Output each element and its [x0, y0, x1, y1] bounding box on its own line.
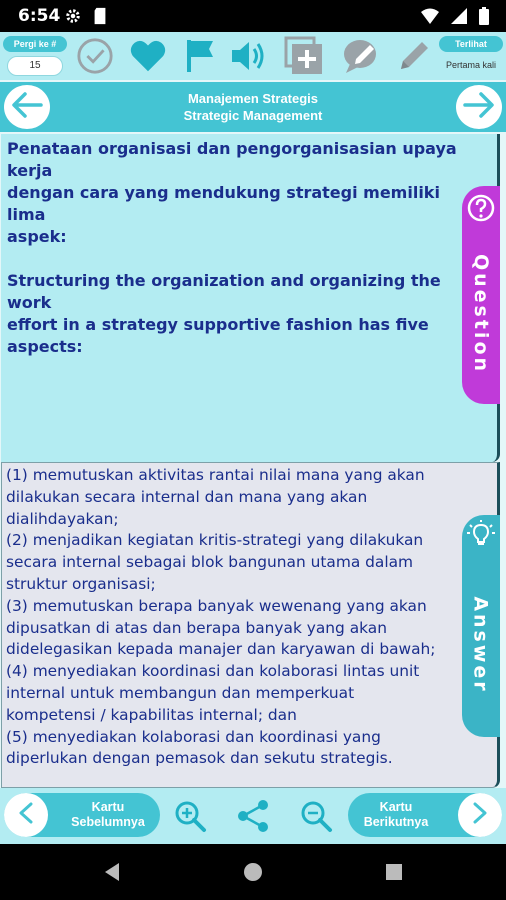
answer-tab[interactable]	[462, 515, 500, 737]
answer-tab-label: Answer	[470, 596, 493, 694]
pencil-icon[interactable]	[394, 36, 434, 76]
seen-label: Terlihat	[439, 36, 503, 52]
wifi-icon	[420, 7, 440, 30]
chevron-right-icon	[472, 802, 488, 829]
heart-icon[interactable]	[128, 36, 168, 76]
next-card-label: Kartu Berikutnya	[363, 800, 429, 829]
next-card-button[interactable]	[348, 793, 502, 837]
zoom-in-icon[interactable]	[170, 796, 210, 836]
zoom-out-icon[interactable]	[296, 796, 336, 836]
app-container	[0, 32, 506, 844]
speaker-icon[interactable]	[228, 36, 268, 76]
arrow-left-icon	[11, 91, 43, 124]
page-title	[60, 90, 446, 124]
next-circle	[458, 793, 502, 837]
chevron-left-icon	[18, 802, 34, 829]
seen-value: Pertama kali	[445, 60, 497, 70]
arrow-right-icon	[463, 91, 495, 124]
top-toolbar	[0, 32, 506, 80]
prev-card-button[interactable]	[4, 793, 160, 837]
flag-icon[interactable]	[180, 36, 220, 76]
system-nav-bar	[0, 844, 506, 900]
edit-note-icon[interactable]	[342, 36, 382, 76]
forward-arrow-button[interactable]	[456, 85, 502, 129]
battery-icon	[478, 7, 490, 30]
question-tab[interactable]	[462, 186, 500, 404]
signal-icon	[450, 7, 468, 30]
question-text: Penataan organisasi dan pengorganisasian upaya kerja dengan cara yang mendukung strategi memiliki lima aspek: Structuring the organization and organizing the work effort in a strategy supportive fashion has five aspects:	[7, 139, 457, 356]
question-mark-icon	[467, 194, 495, 227]
seen-status	[439, 36, 503, 76]
recents-square-icon[interactable]	[384, 862, 404, 882]
title-line-2: Strategic Management	[183, 108, 323, 123]
check-circle-icon[interactable]	[75, 36, 115, 76]
status-bar	[0, 0, 506, 32]
share-icon[interactable]	[233, 796, 273, 836]
back-arrow-button[interactable]	[4, 85, 50, 129]
home-circle-icon[interactable]	[243, 862, 263, 882]
bottom-nav	[0, 788, 506, 844]
sd-card-icon	[92, 7, 108, 30]
goto-card-control[interactable]	[3, 36, 67, 76]
settings-icon	[64, 7, 82, 30]
question-card[interactable]	[1, 134, 500, 462]
status-time: 6:54	[18, 6, 61, 26]
prev-circle	[4, 793, 48, 837]
answer-card[interactable]	[1, 462, 500, 788]
lightbulb-icon	[466, 519, 496, 554]
title-line-1: Manajemen Strategis	[187, 91, 319, 106]
answer-text: (1) memutuskan aktivitas rantai nilai mana yang akan dilakukan secara internal dan mana yang akan dialihdayakan; (2) menjadikan kegiatan kritis-strategi yang dilakukan secara internal sebagai blok bangunan utama dalam struktur organisasi; (3) memutuskan berapa banyak wewenang yang akan dipusatkan di atas dan berapa banyak yang akan didelegasikan kepada manajer dan karyawan di bawah; (4) menyediakan koordinasi dan kolaborasi lintas unit internal untuk membangun dan memperkuat kompetensi / kapabilitas internal; dan (5) menyediakan kolaborasi dan koordinasi yang diperlukan dengan pemasok dan sekutu strategis.	[6, 466, 436, 768]
back-triangle-icon[interactable]	[102, 862, 122, 882]
prev-card-label: Kartu Sebelumnya	[71, 800, 145, 829]
title-bar	[0, 82, 506, 132]
question-tab-label: Question	[470, 253, 492, 375]
goto-input[interactable]: 15	[7, 56, 63, 76]
add-card-icon[interactable]	[284, 36, 324, 76]
goto-label: Pergi ke #	[3, 36, 67, 52]
